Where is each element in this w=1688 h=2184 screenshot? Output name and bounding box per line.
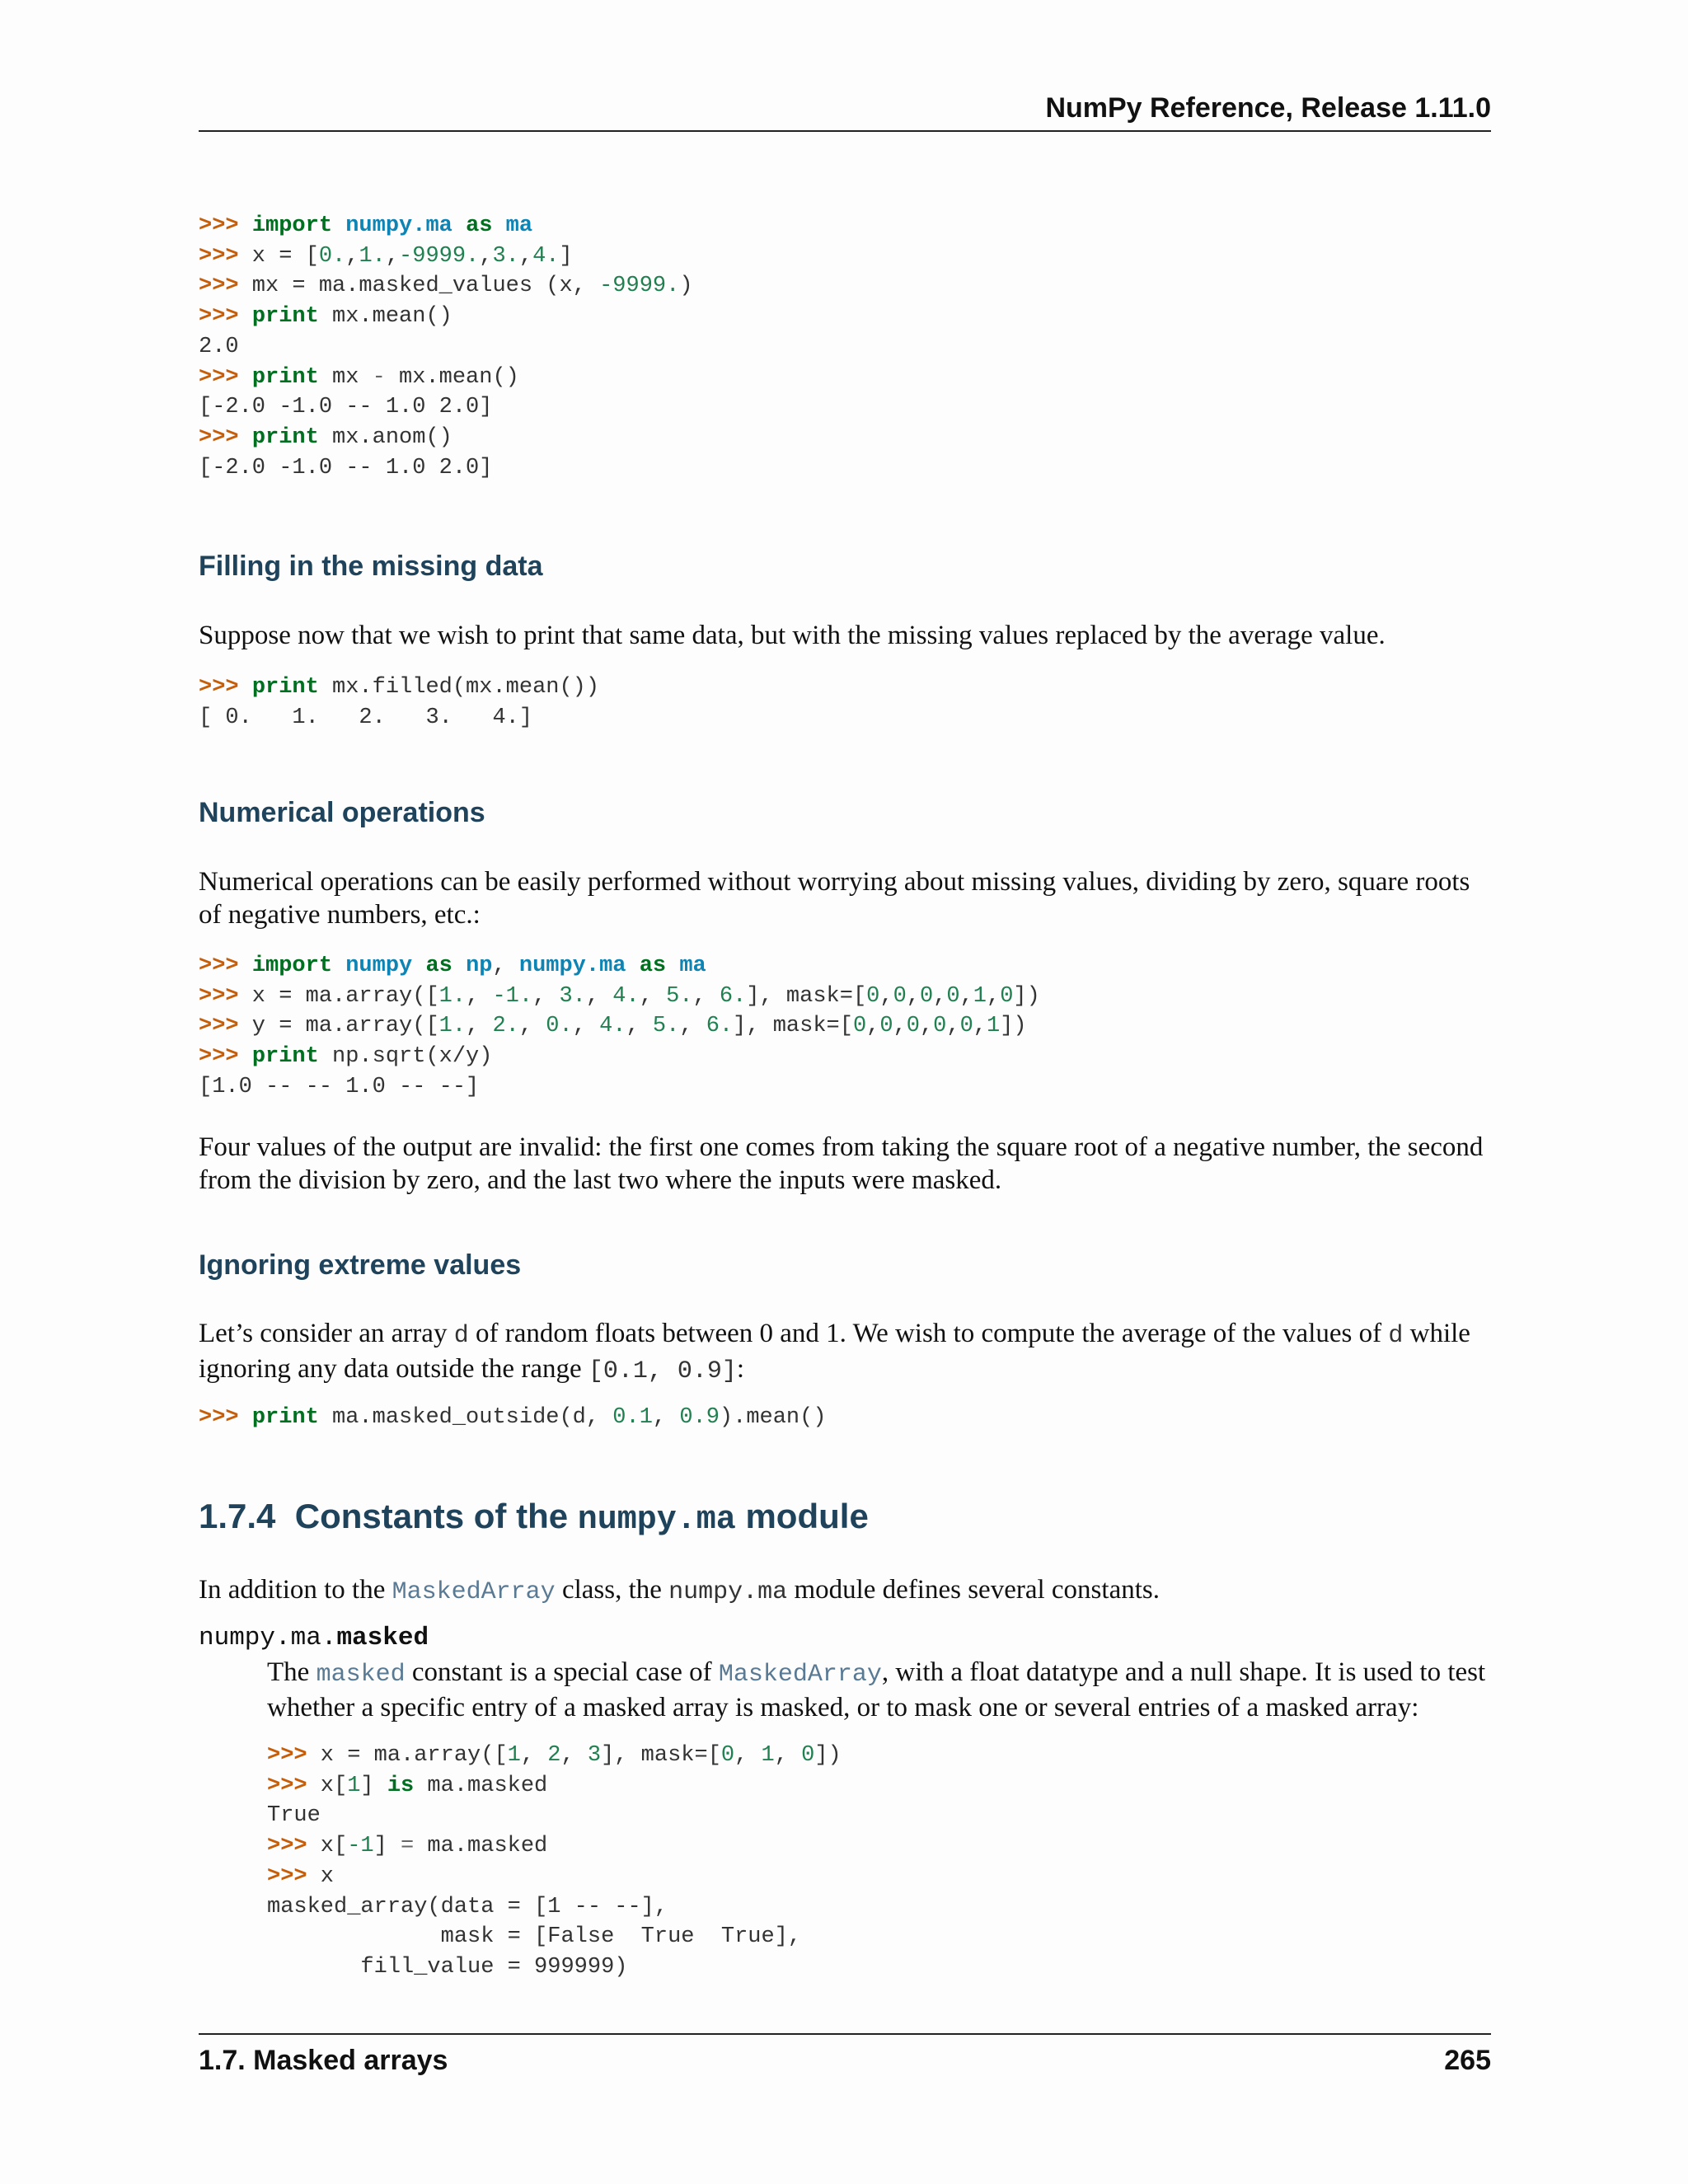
code-listing: >>> print mx.filled(mx.mean()) [ 0. 1. 2. 3. 4.] [199, 675, 600, 730]
heading-ignoring-extreme-values: Ignoring extreme values [199, 1249, 522, 1281]
filling-paragraph: Suppose now that we wish to print that same data, but with the missing values replaced by the average value. [199, 621, 1386, 650]
numerical-paragraph: Numerical operations can be easily performed without worrying about missing values, dividing by zero, square roots of negative numbers, etc.: [199, 867, 1470, 930]
heading-numerical-operations: Numerical operations [199, 797, 485, 828]
section-number: 1.7.4 [199, 1497, 276, 1535]
code-listing: >>> x = ma.array([1, 2, 3], mask=[0, 1, 0]) >>> x[1] is ma.masked True >>> x[-1] = ma.masked >>> x masked_array(data = [1 -- --], mask = [False True True], fill_value = 999999) [267, 1743, 842, 1980]
heading-filling-missing-data: Filling in the missing data [199, 551, 543, 582]
page-number: 265 [1444, 2045, 1491, 2076]
code-block-sqrt [199, 951, 1491, 1103]
page-footer [199, 2033, 1491, 2081]
masked-signature: numpy.ma.masked [199, 1624, 429, 1652]
section-heading-constants: 1.7.4 Constants of the numpy.ma module [199, 1497, 869, 1539]
code-listing: >>> import numpy.ma as ma >>> x = [0.,1.,-9999.,3.,4.] >>> mx = ma.masked_values (x, -9999.) >>> print mx.mean() 2.0 >>> print mx - mx.mean() [-2.0 -1.0 -- 1.0 2.0] >>> print mx.anom() [-2.0 -1.0 -- 1.0 2.0] [199, 213, 693, 480]
masked-description: The masked constant is a special case of MaskedArray, with a float datatype and a null shape. It is used to test whether a specific entry of a masked array is masked, or to mask one or several entries of a masked array: [267, 1657, 1486, 1722]
code-block-masked-example [267, 1741, 1491, 1983]
page-header [199, 89, 1491, 132]
code-block-masked-outside [199, 1403, 1491, 1433]
maskedarray-link[interactable]: MaskedArray [392, 1578, 556, 1606]
invalid-values-paragraph: Four values of the output are invalid: the first one comes from taking the square root of a negative number, the second from the division by zero, and the last two where the inputs were masked. [199, 1132, 1484, 1195]
running-title: NumPy Reference, Release 1.11.0 [1045, 92, 1491, 124]
inline-code-range: [0.1, 0.9] [588, 1357, 737, 1385]
maskedarray-link[interactable]: MaskedArray [718, 1661, 882, 1689]
extreme-paragraph: Let’s consider an array d of random floats between 0 and 1. We wish to compute the average of the values of d while ignoring any data outside the range [0.1, 0.9]: [199, 1319, 1470, 1385]
footer-section: 1.7. Masked arrays [199, 2045, 448, 2076]
constants-intro: In addition to the MaskedArray class, the numpy.ma module defines several constants. [199, 1575, 1160, 1606]
masked-link[interactable]: masked [316, 1661, 406, 1689]
inline-code-d: d [1388, 1322, 1404, 1350]
code-block-mean [199, 211, 1491, 483]
code-block-filled [199, 673, 1491, 733]
code-listing: >>> print ma.masked_outside(d, 0.1, 0.9).mean() [199, 1405, 827, 1430]
code-listing: >>> import numpy as np, numpy.ma as ma >>> x = ma.array([1., -1., 3., 4., 5., 6.], mask=[0,0,0,0,1,0]) >>> y = ma.array([1., 2., 0., 4., 5., 6.], mask=[0,0,0,0,0,1]) >>> print np.sqrt(x/y) [1.0 -- -- 1.0 -- --] [199, 954, 1040, 1099]
inline-code-d: d [453, 1322, 469, 1350]
